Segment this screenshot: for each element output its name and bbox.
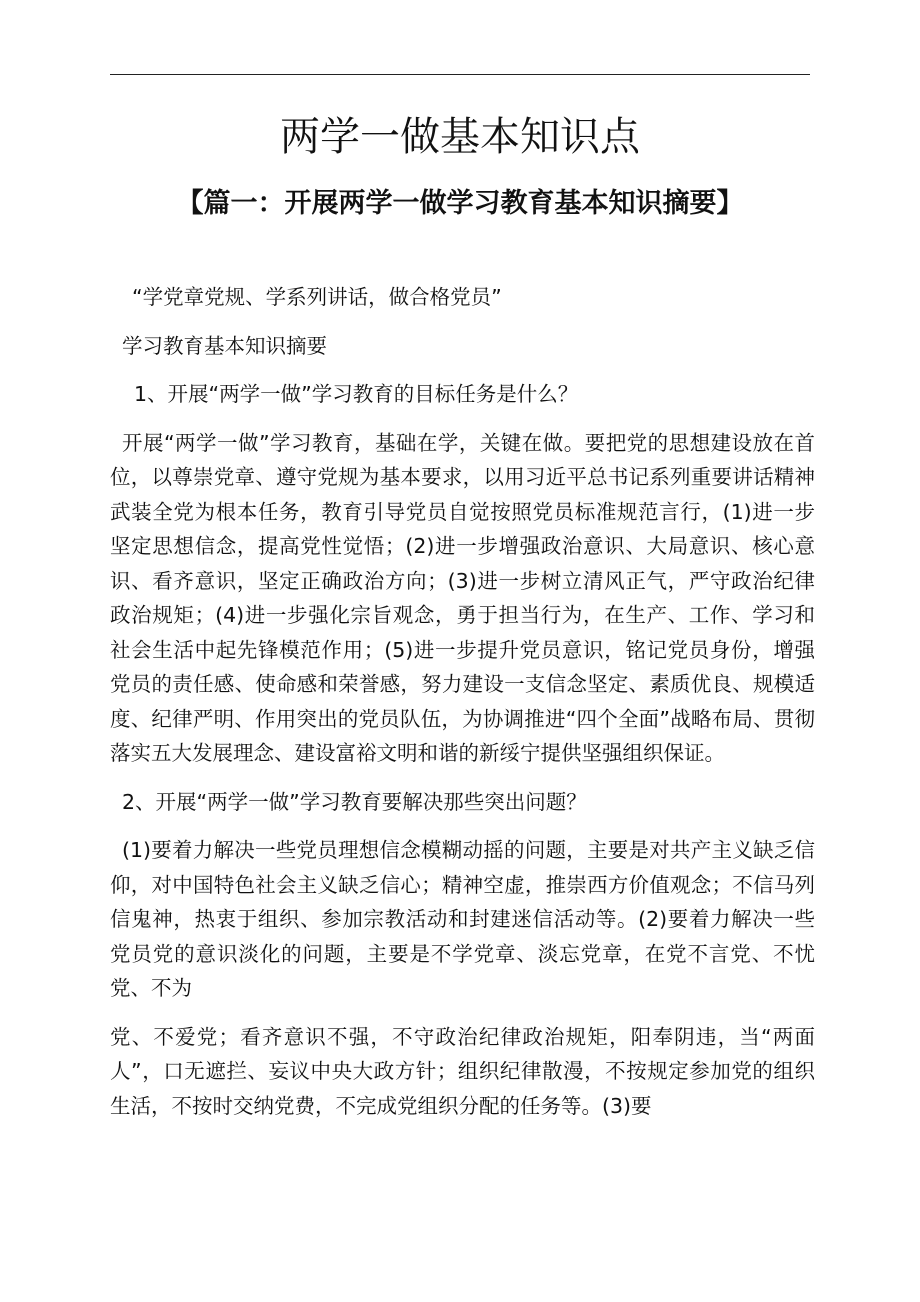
slogan-quote: “学党章党规、学系列讲话，做合格党员”	[132, 285, 502, 309]
document-title: 两学一做基本知识点	[280, 114, 640, 160]
answer-1-paragraph: 开展“两学一做”学习教育，基础在学，关键在做。要把党的思想建设放在首位，以尊崇党章、遵守党规为基本要求，以用习近平总书记系列重要讲话精神武装全党为根本任务，教育引导党员自觉按照党员标准规范言行，(1)进一步坚定思想信念，提高党性觉悟；(2)进一步增强政治意识、大局意识、核心意识、看齐意识，坚定正确政治方向；(3)进一步树立清风正气，严守政治纪律政治规矩；(4)进一步强化宗旨观念，勇于担当行为，在生产、工作、学习和社会生活中起先锋模范作用；(5)进一步提升党员意识，铭记党员身份，增强党员的责任感、使命感和荣誉感，努力建设一支信念坚定、素质优良、规模适度、纪律严明、作用突出的党员队伍，为协调推进“四个全面”战略布局、贯彻落实五大发展理念、建设富裕文明和谐的新绥宁提供坚强组织保证。	[110, 430, 815, 765]
answer-2-paragraph-part1: (1)要着力解决一些党员理想信念模糊动摇的问题，主要是对共产主义缺乏信仰，对中国特色社会主义缺乏信心；精神空虚，推崇西方价值观念；不信马列信鬼神，热衷于组织、参加宗教活动和封建迷信活动等。(2)要着力解决一些党员党的意识淡化的问题，主要是不学党章、淡忘党章，在党不言党、不忧党、不为	[110, 838, 815, 1000]
question-1: 1、开展“两学一做”学习教育的目标任务是什么？	[134, 382, 579, 406]
question-2: 2、开展“两学一做”学习教育要解决那些突出问题？	[122, 789, 587, 814]
section-heading-summary: 学习教育基本知识摘要	[122, 333, 327, 358]
document-subtitle: 【篇一：开展两学一做学习教育基本知识摘要】	[176, 188, 744, 219]
document-body	[110, 280, 815, 1123]
header-rule	[110, 74, 810, 75]
answer-2-paragraph-part2: 党、不爱党；看齐意识不强，不守政治纪律政治规矩，阳奉阴违，当“两面人”，口无遮拦、妄议中央大政方针；组织纪律散漫，不按规定参加党的组织生活，不按时交纳党费，不完成党组织分配的任务等。(3)要	[110, 1024, 815, 1118]
